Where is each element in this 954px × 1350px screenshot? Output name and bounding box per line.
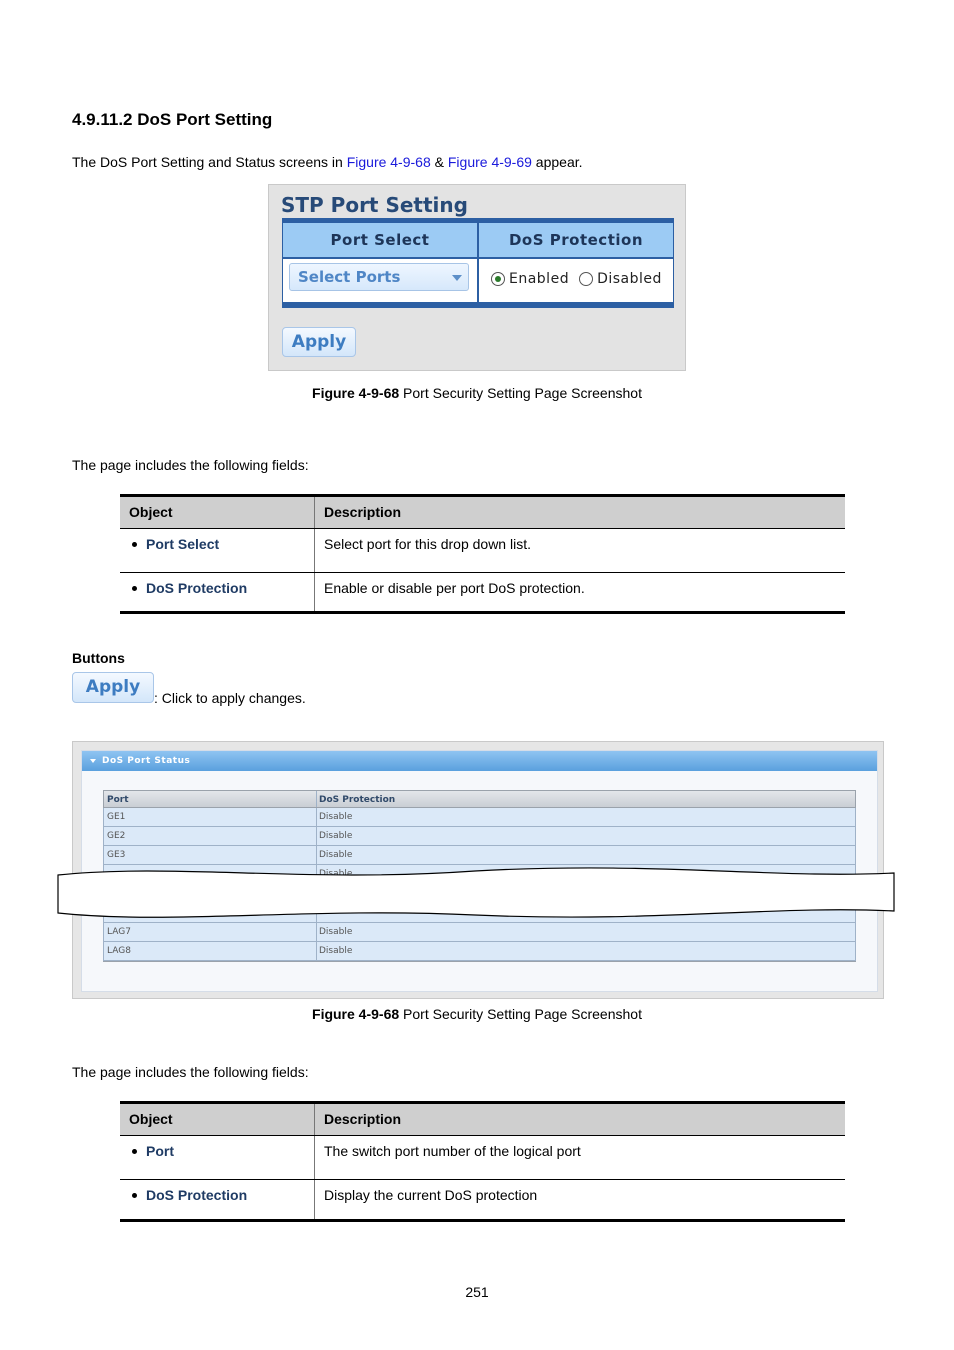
table-bottom-rule [120, 1219, 845, 1222]
row-object [120, 1136, 314, 1179]
port-setting-table [282, 218, 674, 308]
dos-cell: Disable [319, 927, 353, 937]
bullet-icon [132, 1149, 137, 1154]
column-divider [477, 257, 479, 302]
page-number: 251 [465, 1284, 489, 1300]
row-description: The switch port number of the logical port [314, 1136, 845, 1179]
figure-link-2[interactable]: Figure 4-9-69 [447, 154, 532, 170]
header-port: Port [107, 795, 129, 805]
row-object [120, 573, 314, 611]
intro-amp: & [430, 154, 448, 170]
page-break-overlay [55, 865, 897, 923]
stp-port-setting-screenshot [268, 184, 686, 371]
apply-button[interactable]: Apply [282, 327, 356, 357]
status-table-header [103, 790, 856, 808]
row-description: Select port for this drop down list. [314, 529, 845, 572]
header-object: Object [129, 1111, 173, 1127]
column-divider [316, 942, 317, 960]
dos-cell: Disable [319, 812, 353, 822]
port-cell: GE2 [107, 831, 126, 841]
dos-cell: Disable [319, 946, 353, 956]
status-row [103, 942, 856, 961]
radio-disabled[interactable] [579, 272, 593, 286]
port-cell: LAG7 [107, 927, 131, 937]
port-select-header: Port Select [283, 223, 479, 259]
table-header [120, 497, 845, 528]
fields-table-1 [120, 494, 845, 614]
bullet-icon [132, 542, 137, 547]
radio-enabled[interactable] [491, 272, 505, 286]
apply-button-sample[interactable]: Apply [72, 672, 154, 703]
object-name: Port Select [146, 536, 220, 552]
panel-title: DoS Port Status [102, 756, 191, 766]
table-header [120, 1104, 845, 1135]
header-description: Description [314, 1104, 845, 1135]
header-object: Object [129, 504, 173, 520]
table-bottom-rule [120, 611, 845, 614]
row-description: Enable or disable per port DoS protection. [314, 573, 845, 611]
dos-protection-header: DoS Protection [479, 223, 673, 259]
row-object [120, 1180, 314, 1219]
apply-description: : Click to apply changes. [154, 690, 306, 706]
figure-1-caption-text: Port Security Setting Page Screenshot [399, 385, 642, 401]
section-heading: 4.9.11.2 DoS Port Setting [72, 110, 273, 129]
chevron-down-icon [452, 275, 462, 281]
object-name: DoS Protection [146, 580, 248, 596]
table-bottom-border [283, 302, 673, 307]
bullet-icon [132, 586, 137, 591]
status-row [103, 808, 856, 827]
object-name: DoS Protection [146, 1187, 248, 1203]
fields-table-2 [120, 1101, 845, 1223]
column-divider [316, 808, 317, 826]
fields-intro-2: The page includes the following fields: [72, 1064, 309, 1080]
figure-2-caption [0, 1006, 954, 1022]
port-select-dropdown[interactable] [289, 263, 469, 291]
figure-1-caption-label: Figure 4-9-68 [312, 385, 400, 401]
figure-link-1[interactable]: Figure 4-9-68 [346, 154, 431, 170]
column-divider [316, 791, 317, 807]
table-row [120, 1180, 845, 1219]
status-row [103, 827, 856, 846]
status-row [103, 923, 856, 942]
object-name: Port [146, 1143, 174, 1159]
status-row [103, 846, 856, 865]
radio-enabled-label: Enabled [509, 271, 570, 287]
table-row [120, 529, 845, 572]
collapse-icon[interactable] [90, 759, 96, 763]
port-select-value: Select Ports [298, 268, 401, 286]
port-cell: GE1 [107, 812, 126, 822]
table-bottom-border [103, 961, 856, 962]
dos-cell: Disable [319, 831, 353, 841]
header-dos: DoS Protection [319, 795, 396, 805]
port-cell: GE3 [107, 850, 126, 860]
figure-1-caption [0, 385, 954, 401]
figure-2-caption-text: Port Security Setting Page Screenshot [399, 1006, 642, 1022]
table-row [120, 573, 845, 611]
row-object [120, 529, 314, 572]
bullet-icon [132, 1193, 137, 1198]
intro-paragraph [72, 154, 583, 170]
dos-cell: Disable [319, 850, 353, 860]
dos-protection-radio-group [491, 271, 662, 287]
intro-suffix: appear. [531, 154, 583, 170]
dos-cell: Disable [319, 869, 353, 879]
intro-prefix: The DoS Port Setting and Status screens in [72, 154, 347, 170]
table-row [120, 1136, 845, 1179]
fields-intro-1: The page includes the following fields: [72, 457, 309, 473]
figure-2-caption-label: Figure 4-9-68 [312, 1006, 400, 1022]
column-divider [316, 846, 317, 864]
row-description: Display the current DoS protection [314, 1180, 845, 1219]
panel-title: STP Port Setting [281, 193, 468, 217]
port-cell: LAG8 [107, 946, 131, 956]
radio-disabled-label: Disabled [597, 271, 662, 287]
buttons-heading: Buttons [72, 650, 125, 666]
column-divider [316, 923, 317, 941]
header-description: Description [314, 497, 845, 528]
panel-header-bar [82, 751, 877, 771]
column-divider [316, 827, 317, 845]
